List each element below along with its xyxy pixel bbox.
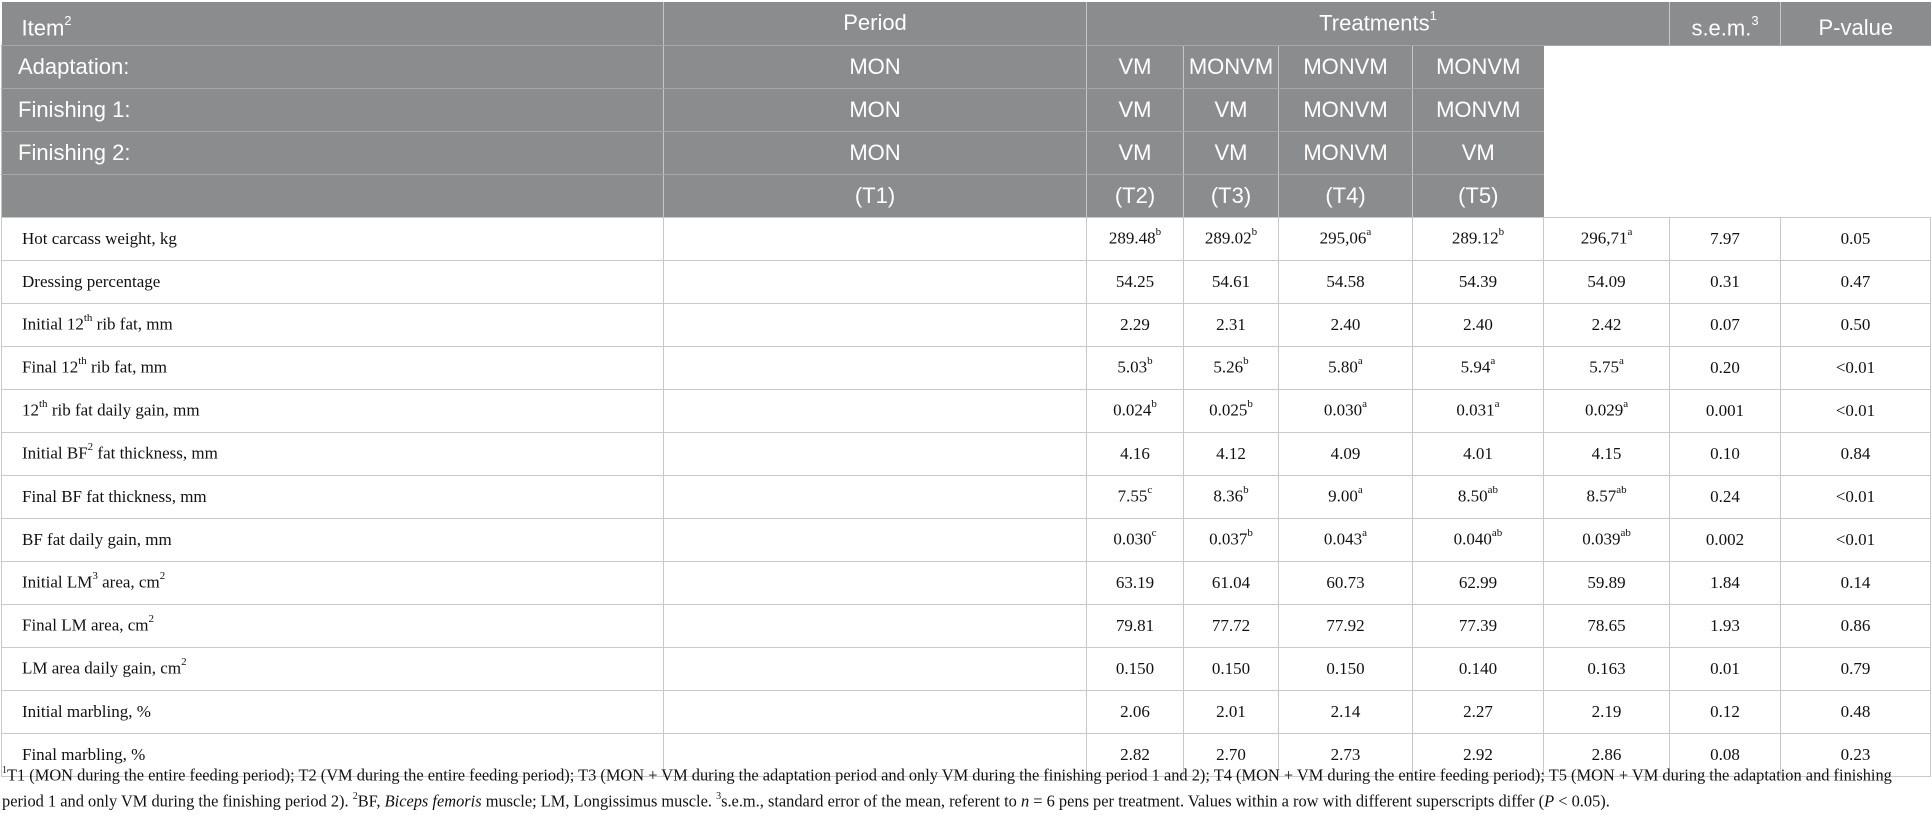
treatment-3-value xyxy=(1279,217,1413,260)
treatment-2-value xyxy=(1184,475,1279,518)
treatment-2-cell: VM xyxy=(1087,45,1184,88)
value-text: 5.75 xyxy=(1589,357,1619,377)
treatment-2-cell: (T2) xyxy=(1087,174,1184,217)
sem-value: 1.93 xyxy=(1670,604,1781,647)
treatment-3-value xyxy=(1279,475,1413,518)
treatment-4-value xyxy=(1413,690,1544,733)
treatment-3-cell: (T3) xyxy=(1184,174,1279,217)
carcass-traits-table xyxy=(1,2,1931,777)
value-superscript: ab xyxy=(1487,484,1499,497)
value-text: 0.024 xyxy=(1113,400,1152,420)
treatment-1-value xyxy=(1087,518,1184,561)
treatment-2-value xyxy=(1184,518,1279,561)
treatment-3-value xyxy=(1279,518,1413,561)
treatment-4-cell: MONVM xyxy=(1279,88,1413,131)
label-text: rib fat, mm xyxy=(86,357,168,377)
pvalue-value: 0.50 xyxy=(1781,303,1931,346)
value-text: 77.72 xyxy=(1211,615,1251,635)
period-cell xyxy=(664,604,1087,647)
label-text: Final BF fat thickness, mm xyxy=(22,486,207,506)
treatment-5-value xyxy=(1544,690,1670,733)
treatment-4-value xyxy=(1413,260,1544,303)
treatment-5-cell: MONVM xyxy=(1413,45,1544,88)
treatment-5-value xyxy=(1544,217,1670,260)
label-text: 12 xyxy=(22,400,39,420)
footnote-text: = 6 pens per treatment. Values within a row with different superscripts differ ( xyxy=(1029,791,1545,811)
row-label xyxy=(2,475,664,518)
value-text: 2.70 xyxy=(1216,744,1246,764)
label-superscript: th xyxy=(39,398,48,411)
treatment-2-value xyxy=(1184,217,1279,260)
treatment-1-cell: MON xyxy=(664,45,1087,88)
item-header xyxy=(2,2,664,45)
treatments-header-sup: 1 xyxy=(1429,8,1437,24)
treatment-5-value xyxy=(1544,260,1670,303)
value-text: 0.163 xyxy=(1587,658,1626,678)
value-superscript: a xyxy=(1362,527,1368,540)
treatment-3-value xyxy=(1279,690,1413,733)
value-superscript: a xyxy=(1494,398,1500,411)
value-text: 62.99 xyxy=(1458,572,1498,592)
period-label xyxy=(2,174,664,217)
pvalue-value: 0.84 xyxy=(1781,432,1931,475)
value-text: 54.58 xyxy=(1326,271,1365,291)
header-sub-row xyxy=(2,45,1931,88)
treatment-5-value xyxy=(1544,432,1670,475)
footnote-text: s.e.m., standard error of the mean, referent to xyxy=(721,791,1021,811)
value-text: 8.50 xyxy=(1457,486,1488,506)
treatment-4-cell: MONVM xyxy=(1279,45,1413,88)
footnote-italic: P xyxy=(1544,791,1555,811)
value-superscript: a xyxy=(1623,398,1629,411)
row-label xyxy=(2,561,664,604)
label-superscript: 2 xyxy=(181,656,187,669)
label-superscript: th xyxy=(83,312,93,325)
pvalue-value: 0.23 xyxy=(1781,733,1931,776)
treatment-5-value xyxy=(1544,389,1670,432)
treatment-1-cell: MON xyxy=(664,88,1087,131)
value-superscript: c xyxy=(1147,484,1153,497)
value-text: 0.150 xyxy=(1326,658,1365,678)
value-text: 2.01 xyxy=(1216,701,1246,721)
treatment-2-value xyxy=(1184,561,1279,604)
treatment-3-value xyxy=(1279,647,1413,690)
treatment-1-value xyxy=(1087,604,1184,647)
label-superscript: 2 xyxy=(87,441,94,454)
value-superscript: b xyxy=(1243,355,1249,368)
sem-value: 0.002 xyxy=(1670,518,1781,561)
value-text: 2.86 xyxy=(1591,744,1622,764)
table-row xyxy=(2,561,1931,604)
footnote-marker: 3 xyxy=(716,791,722,803)
treatment-1-value xyxy=(1087,561,1184,604)
treatment-2-value xyxy=(1184,432,1279,475)
treatment-4-value xyxy=(1413,389,1544,432)
value-text: 0.030 xyxy=(1323,400,1363,420)
value-superscript: b xyxy=(1498,226,1505,239)
value-superscript: c xyxy=(1151,527,1157,540)
table-row xyxy=(2,518,1931,561)
period-cell xyxy=(664,518,1087,561)
label-text: rib fat daily gain, mm xyxy=(47,400,200,420)
row-label xyxy=(2,346,664,389)
value-text: 60.73 xyxy=(1326,572,1365,592)
treatment-4-value xyxy=(1413,303,1544,346)
treatment-2-cell: VM xyxy=(1087,131,1184,174)
value-text: 5.03 xyxy=(1117,357,1148,377)
treatment-4-value xyxy=(1413,561,1544,604)
pvalue-header: P-value xyxy=(1781,2,1931,45)
period-header: Period xyxy=(664,2,1087,45)
sem-value: 0.001 xyxy=(1670,389,1781,432)
period-cell xyxy=(664,432,1087,475)
value-text: 54.61 xyxy=(1211,271,1251,291)
row-label xyxy=(2,518,664,561)
treatment-5-value xyxy=(1544,647,1670,690)
header-sub-row xyxy=(2,131,1931,174)
label-superscript: th xyxy=(78,355,87,368)
treatment-3-value xyxy=(1279,346,1413,389)
treatment-1-value xyxy=(1087,389,1184,432)
table-row xyxy=(2,690,1931,733)
table-row xyxy=(2,303,1931,346)
value-text: 289.48 xyxy=(1108,228,1156,248)
value-superscript: ab xyxy=(1491,527,1503,540)
value-text: 0.030 xyxy=(1113,529,1152,549)
value-text: 4.12 xyxy=(1216,443,1246,463)
period-cell xyxy=(664,561,1087,604)
label-text: fat thickness, mm xyxy=(93,443,218,463)
treatment-3-value xyxy=(1279,604,1413,647)
value-text: 0.029 xyxy=(1584,400,1624,420)
sem-header-label: s.e.m. xyxy=(1691,15,1752,41)
treatment-2-cell: VM xyxy=(1087,88,1184,131)
label-text: LM area daily gain, cm xyxy=(22,658,182,678)
label-superscript: 2 xyxy=(159,570,166,583)
item-header-label: Item xyxy=(21,15,65,41)
table-footnote xyxy=(2,760,1928,813)
treatment-2-value xyxy=(1184,389,1279,432)
sem-value: 0.10 xyxy=(1670,432,1781,475)
value-text: 77.92 xyxy=(1326,615,1365,635)
pvalue-value: <0.01 xyxy=(1781,518,1931,561)
value-text: 78.65 xyxy=(1587,615,1626,635)
treatment-3-value xyxy=(1279,303,1413,346)
treatment-1-value xyxy=(1087,647,1184,690)
label-text: area, cm xyxy=(97,572,160,592)
period-cell xyxy=(664,475,1087,518)
value-text: 4.01 xyxy=(1463,443,1493,463)
value-text: 2.82 xyxy=(1120,744,1150,764)
value-text: 5.26 xyxy=(1213,357,1244,377)
treatment-5-value xyxy=(1544,303,1670,346)
value-superscript: ab xyxy=(1616,484,1627,497)
value-superscript: ab xyxy=(1620,527,1631,540)
pvalue-value: 0.86 xyxy=(1781,604,1931,647)
value-text: 7.55 xyxy=(1117,486,1148,506)
treatment-3-value xyxy=(1279,561,1413,604)
value-text: 0.043 xyxy=(1323,529,1363,549)
value-text: 8.57 xyxy=(1586,486,1617,506)
value-superscript: a xyxy=(1357,484,1363,497)
treatment-2-value xyxy=(1184,303,1279,346)
value-text: 5.94 xyxy=(1460,357,1491,377)
treatment-4-value xyxy=(1413,518,1544,561)
row-label xyxy=(2,260,664,303)
value-text: 2.40 xyxy=(1463,314,1493,334)
sem-value: 1.84 xyxy=(1670,561,1781,604)
period-cell xyxy=(664,217,1087,260)
value-text: 2.06 xyxy=(1120,701,1150,721)
value-text: 59.89 xyxy=(1587,572,1626,592)
value-superscript: b xyxy=(1251,226,1258,239)
value-text: 79.81 xyxy=(1115,615,1155,635)
treatment-1-value xyxy=(1087,260,1184,303)
value-text: 2.42 xyxy=(1591,314,1622,334)
value-text: 4.15 xyxy=(1591,443,1622,463)
treatment-3-value xyxy=(1279,260,1413,303)
treatment-5-value xyxy=(1544,475,1670,518)
item-header-sup: 2 xyxy=(64,13,72,28)
treatment-4-value xyxy=(1413,217,1544,260)
value-text: 0.037 xyxy=(1209,529,1248,549)
sem-value: 0.07 xyxy=(1670,303,1781,346)
treatment-1-value xyxy=(1087,217,1184,260)
treatment-1-value xyxy=(1087,432,1184,475)
treatment-3-cell: MONVM xyxy=(1184,45,1279,88)
treatment-2-value xyxy=(1184,604,1279,647)
treatment-3-cell: VM xyxy=(1184,88,1279,131)
footnote-italic: Biceps femoris xyxy=(384,791,482,811)
treatment-4-cell: (T4) xyxy=(1279,174,1413,217)
value-text: 4.16 xyxy=(1120,443,1150,463)
footnote-text: < 0.05). xyxy=(1554,791,1610,811)
value-text: 54.39 xyxy=(1458,271,1498,291)
footnote-marker: 2 xyxy=(352,791,358,803)
header-row-top xyxy=(2,2,1931,45)
period-cell xyxy=(664,346,1087,389)
value-text: 0.039 xyxy=(1582,529,1621,549)
treatment-5-value xyxy=(1544,518,1670,561)
treatments-header xyxy=(1087,2,1670,45)
value-text: 289.02 xyxy=(1204,228,1252,248)
row-label xyxy=(2,217,664,260)
treatment-5-value xyxy=(1544,561,1670,604)
value-text: 296,71 xyxy=(1580,228,1628,248)
value-text: 2.27 xyxy=(1463,701,1493,721)
table-row xyxy=(2,475,1931,518)
treatment-4-value xyxy=(1413,432,1544,475)
treatment-1-cell: MON xyxy=(664,131,1087,174)
value-text: 61.04 xyxy=(1211,572,1251,592)
pvalue-value: 0.48 xyxy=(1781,690,1931,733)
value-text: 0.150 xyxy=(1211,658,1251,678)
value-text: 0.031 xyxy=(1456,400,1495,420)
value-text: 54.25 xyxy=(1115,271,1155,291)
value-superscript: b xyxy=(1247,398,1253,411)
value-text: 289.12 xyxy=(1451,228,1499,248)
table-row xyxy=(2,260,1931,303)
treatment-1-cell: (T1) xyxy=(664,174,1087,217)
footnote-text: BF, xyxy=(357,791,385,811)
period-cell xyxy=(664,260,1087,303)
sem-value: 0.31 xyxy=(1670,260,1781,303)
period-cell xyxy=(664,389,1087,432)
value-superscript: a xyxy=(1362,398,1368,411)
sem-value: 7.97 xyxy=(1670,217,1781,260)
label-text: Final marbling, % xyxy=(22,744,146,764)
value-superscript: b xyxy=(1147,355,1153,368)
sem-value: 0.01 xyxy=(1670,647,1781,690)
period-cell xyxy=(664,303,1087,346)
treatment-5-value xyxy=(1544,604,1670,647)
treatment-4-value xyxy=(1413,475,1544,518)
treatment-5-cell: MONVM xyxy=(1413,88,1544,131)
treatment-2-value xyxy=(1184,647,1279,690)
table-row xyxy=(2,346,1931,389)
pvalue-value: <0.01 xyxy=(1781,389,1931,432)
value-text: 8.36 xyxy=(1213,486,1244,506)
treatment-2-value xyxy=(1184,260,1279,303)
treatment-4-cell: MONVM xyxy=(1279,131,1413,174)
period-label: Finishing 1: xyxy=(2,88,664,131)
label-superscript: 2 xyxy=(148,613,155,626)
treatment-1-value xyxy=(1087,303,1184,346)
label-text: Final LM area, cm xyxy=(22,615,149,635)
value-text: 2.19 xyxy=(1591,701,1622,721)
table-row xyxy=(2,432,1931,475)
treatment-1-value xyxy=(1087,346,1184,389)
value-text: 2.40 xyxy=(1330,314,1361,334)
treatment-4-value xyxy=(1413,346,1544,389)
value-text: 54.09 xyxy=(1587,271,1626,291)
pvalue-value: 0.05 xyxy=(1781,217,1931,260)
value-text: 0.150 xyxy=(1115,658,1155,678)
value-superscript: a xyxy=(1366,226,1372,239)
value-text: 4.09 xyxy=(1330,443,1361,463)
treatment-3-cell: VM xyxy=(1184,131,1279,174)
treatment-4-value xyxy=(1413,604,1544,647)
treatment-5-cell: (T5) xyxy=(1413,174,1544,217)
value-superscript: b xyxy=(1247,527,1253,540)
label-text: BF fat daily gain, mm xyxy=(22,529,172,549)
sem-value: 0.20 xyxy=(1670,346,1781,389)
value-superscript: a xyxy=(1627,226,1633,239)
footnote-marker: 1 xyxy=(2,765,7,776)
label-text: Initial 12 xyxy=(22,314,84,334)
value-text: 5.80 xyxy=(1328,357,1358,377)
value-superscript: a xyxy=(1490,355,1496,368)
label-text: Initial LM xyxy=(22,572,93,592)
period-cell xyxy=(664,690,1087,733)
header-sub-row xyxy=(2,88,1931,131)
period-cell xyxy=(664,647,1087,690)
treatment-2-value xyxy=(1184,346,1279,389)
period-label: Finishing 2: xyxy=(2,131,664,174)
pvalue-value: <0.01 xyxy=(1781,475,1931,518)
row-label xyxy=(2,604,664,647)
treatment-3-value xyxy=(1279,389,1413,432)
footnote-italic: n xyxy=(1020,791,1030,811)
label-superscript: 3 xyxy=(92,570,98,583)
row-label xyxy=(2,303,664,346)
treatment-2-value xyxy=(1184,690,1279,733)
value-text: 2.14 xyxy=(1330,701,1361,721)
table-row xyxy=(2,647,1931,690)
header-sub-row xyxy=(2,174,1931,217)
treatments-header-label: Treatments xyxy=(1319,10,1430,36)
row-label xyxy=(2,389,664,432)
value-text: 295,06 xyxy=(1319,228,1367,248)
treatment-1-value xyxy=(1087,690,1184,733)
sem-value: 0.24 xyxy=(1670,475,1781,518)
value-text: 0.140 xyxy=(1458,658,1498,678)
sem-value: 0.12 xyxy=(1670,690,1781,733)
row-label xyxy=(2,432,664,475)
sem-header-sup: 3 xyxy=(1751,13,1759,28)
label-text: Initial marbling, % xyxy=(22,701,151,721)
value-superscript: b xyxy=(1243,484,1249,497)
treatment-5-cell: VM xyxy=(1413,131,1544,174)
pvalue-value: 0.79 xyxy=(1781,647,1931,690)
treatment-3-value xyxy=(1279,432,1413,475)
sem-value: 0.08 xyxy=(1670,733,1781,776)
value-text: 2.29 xyxy=(1120,314,1150,334)
treatment-1-value xyxy=(1087,475,1184,518)
value-superscript: b xyxy=(1155,226,1162,239)
value-text: 2.92 xyxy=(1463,744,1493,764)
sem-header xyxy=(1670,2,1781,45)
value-superscript: a xyxy=(1618,355,1624,368)
table-row xyxy=(2,389,1931,432)
value-text: 0.025 xyxy=(1209,400,1248,420)
treatment-5-value xyxy=(1544,346,1670,389)
pvalue-value: 0.47 xyxy=(1781,260,1931,303)
value-text: 2.73 xyxy=(1330,744,1361,764)
label-text: Dressing percentage xyxy=(22,271,161,291)
label-text: Hot carcass weight, kg xyxy=(22,228,177,248)
row-label xyxy=(2,690,664,733)
label-text: Final 12 xyxy=(22,357,79,377)
table-row xyxy=(2,604,1931,647)
value-text: 0.040 xyxy=(1453,529,1492,549)
value-text: 77.39 xyxy=(1458,615,1498,635)
value-superscript: b xyxy=(1151,398,1157,411)
footnote-text: muscle; LM, Longissimus muscle. xyxy=(481,791,717,811)
value-text: 2.31 xyxy=(1216,314,1246,334)
value-superscript: a xyxy=(1357,355,1363,368)
value-text: 63.19 xyxy=(1115,572,1155,592)
table-row xyxy=(2,217,1931,260)
pvalue-value: <0.01 xyxy=(1781,346,1931,389)
value-text: 9.00 xyxy=(1328,486,1358,506)
row-label xyxy=(2,647,664,690)
footnote-text: T1 (MON during the entire feeding period); T2 (VM during the entire feeding period); T3 (MON + VM during the adaptation period and only VM during the finishing period 1 and 2); T4 (MON + VM during the entire feeding period); T5 (MON + VM during the adaptation and finishing period 1 and only VM during the finishing period 2). xyxy=(2,765,1892,811)
period-label: Adaptation: xyxy=(2,45,664,88)
pvalue-value: 0.14 xyxy=(1781,561,1931,604)
treatment-4-value xyxy=(1413,647,1544,690)
label-text: rib fat, mm xyxy=(92,314,173,334)
label-text: Initial BF xyxy=(22,443,88,463)
